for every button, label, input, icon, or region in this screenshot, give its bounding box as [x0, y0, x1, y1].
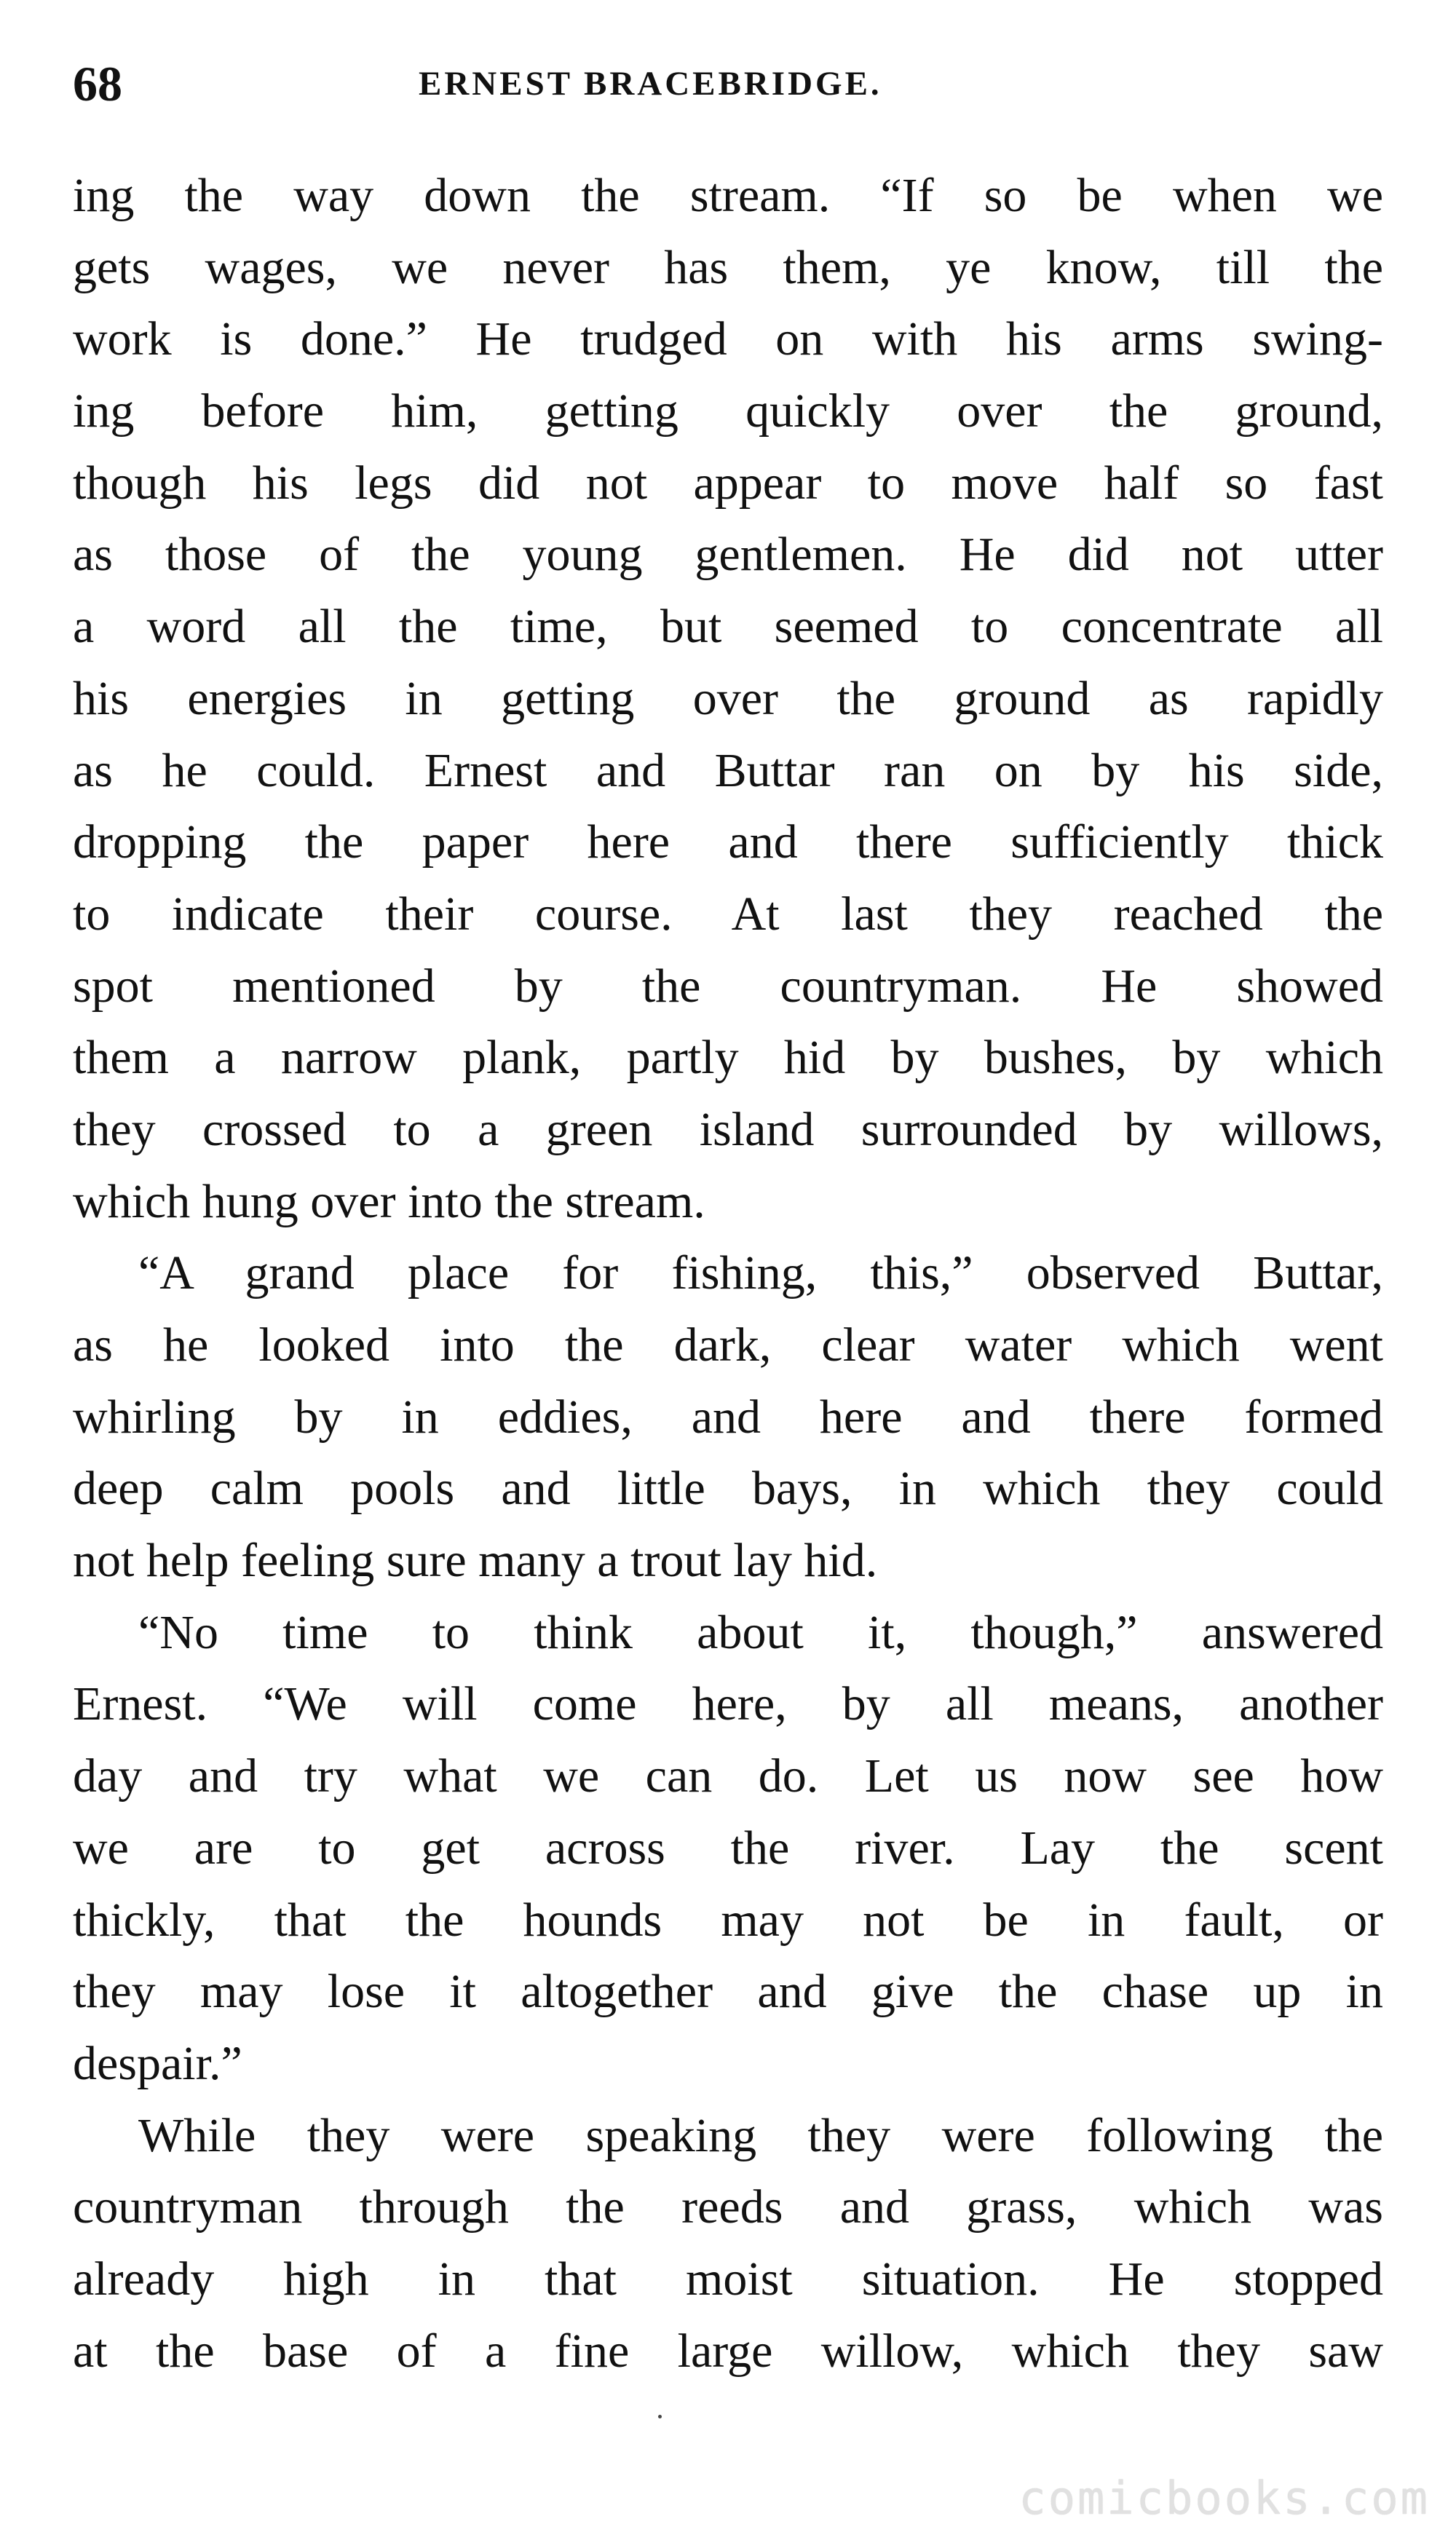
text-line: spot mentioned by the countryman. He showed — [73, 959, 1383, 1013]
text-line: “No time to think about it, though,” answered — [138, 1605, 1383, 1659]
text-line: as those of the young gentlemen. He did not utter — [73, 528, 1383, 582]
text-line: which hung over into the stream. — [73, 1174, 705, 1228]
text-line: at the base of a fine large willow, which they saw — [73, 2324, 1383, 2378]
text-line: thickly, that the hounds may not be in fault, or — [73, 1893, 1383, 1947]
text-line: to indicate their course. At last they reached the — [73, 887, 1383, 941]
text-line: Ernest. “We will come here, by all means, another — [73, 1677, 1383, 1731]
text-line: we are to get across the river. Lay the scent — [73, 1821, 1383, 1875]
text-line: “A grand place for fishing, this,” observed Buttar, — [138, 1246, 1383, 1300]
text-line: dropping the paper here and there sufficiently thick — [73, 815, 1383, 869]
text-line: already high in that moist situation. He stopped — [73, 2252, 1383, 2306]
text-line: whirling by in eddies, and here and there formed — [73, 1390, 1383, 1444]
text-line: ing the way down the stream. “If so be when we — [73, 169, 1383, 222]
text-line: While they were speaking they were following the — [138, 2108, 1383, 2162]
running-head: ERNEST BRACEBRIDGE. — [419, 65, 882, 103]
text-line: countryman through the reeds and grass, which was — [73, 2180, 1383, 2234]
footer-dot — [658, 2415, 662, 2418]
text-line: day and try what we can do. Let us now see how — [73, 1749, 1383, 1803]
text-line: ing before him, getting quickly over the ground, — [73, 384, 1383, 438]
text-line: they may lose it altogether and give the chase up in — [73, 1965, 1383, 2019]
page-header — [73, 44, 1383, 124]
text-line: deep calm pools and little bays, in which they could — [73, 1462, 1383, 1516]
body-text — [73, 160, 1383, 2387]
text-line: them a narrow plank, partly hid by bushes, by which — [73, 1031, 1383, 1085]
text-line: work is done.” He trudged on with his arms swing- — [73, 312, 1383, 366]
text-line: not help feeling sure many a trout lay hid. — [73, 1534, 878, 1588]
text-line: they crossed to a green island surrounded by willows, — [73, 1102, 1383, 1156]
text-line: as he looked into the dark, clear water which went — [73, 1318, 1383, 1372]
page-number: 68 — [73, 56, 122, 111]
text-line: a word all the time, but seemed to concentrate all — [73, 600, 1383, 654]
text-line: as he could. Ernest and Buttar ran on by his side, — [73, 743, 1383, 797]
text-line: despair.” — [73, 2036, 242, 2090]
text-line: gets wages, we never has them, ye know, till the — [73, 240, 1383, 294]
text-line: though his legs did not appear to move half so fast — [73, 456, 1383, 510]
watermark: comicbooks.com — [1018, 2472, 1430, 2525]
text-line: his energies in getting over the ground as rapidly — [73, 671, 1383, 725]
